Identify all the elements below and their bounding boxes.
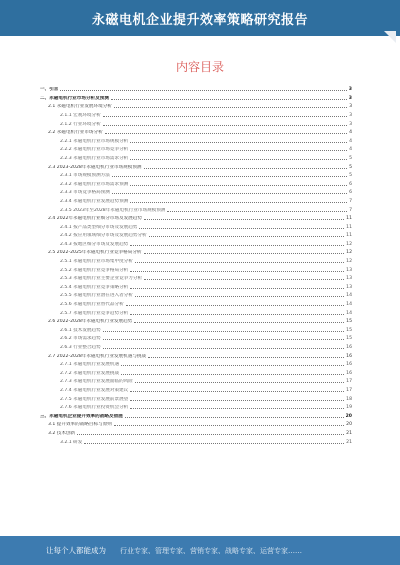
toc-page-number: 12 xyxy=(346,241,352,247)
toc-entry[interactable] xyxy=(40,118,352,127)
toc-page-number: 3 xyxy=(349,112,352,118)
toc-page-number: 18 xyxy=(346,396,352,402)
toc-leader-dots xyxy=(103,348,344,349)
toc-entry-text: 2.3.5 2023年至2028年永磁电机行业市场规模预测 xyxy=(60,207,166,213)
toc-leader-dots xyxy=(130,202,347,203)
toc-page-number: 3 xyxy=(348,87,352,93)
toc-leader-dots xyxy=(121,365,344,366)
toc-entry-text: 2.7 2022-2028年永磁电机行业发展机遇与挑战 xyxy=(48,353,147,359)
toc-leader-dots xyxy=(148,357,344,358)
toc-page-number: 5 xyxy=(349,164,352,170)
toc-leader-dots xyxy=(135,382,344,383)
toc-leader-dots xyxy=(114,425,344,426)
toc-entry-text: 2.6.2 市场需求趋势 xyxy=(60,336,101,342)
toc-entry-text: 2.6.1 技术发展趋势 xyxy=(60,327,101,333)
toc-leader-dots xyxy=(130,245,344,246)
toc-entry-text: 2.3.4 永磁电机行业发展趋势预测 xyxy=(60,198,129,204)
toc-page-number: 11 xyxy=(346,233,352,239)
toc-leader-dots xyxy=(144,168,348,169)
toc-leader-dots xyxy=(103,116,347,117)
toc-entry[interactable] xyxy=(40,264,352,273)
toc-leader-dots xyxy=(112,193,347,194)
toc-page-number: 17 xyxy=(346,379,352,385)
toc-page-number: 12 xyxy=(346,250,352,256)
toc-heading: 内容目录 xyxy=(175,60,224,74)
toc-entry[interactable] xyxy=(40,299,352,308)
toc-entry[interactable] xyxy=(40,316,352,325)
toc-page-number: 21 xyxy=(346,439,352,445)
toc-entry-text: 一、引言 xyxy=(40,87,59,93)
toc-entry[interactable] xyxy=(40,213,352,222)
toc-page-number: 20 xyxy=(345,413,352,419)
report-header xyxy=(0,0,400,36)
toc-page-number: 12 xyxy=(346,259,352,265)
toc-leader-dots xyxy=(103,331,344,332)
toc-page-number: 4 xyxy=(349,138,352,144)
toc-entry-text: 2.1.1 宏观环境分析 xyxy=(60,112,101,118)
toc-entry[interactable] xyxy=(40,428,352,437)
toc-entry-text: 3.2.1 研发 xyxy=(60,439,83,445)
toc-entry[interactable] xyxy=(40,376,352,385)
toc-entry-text: 2.6.3 行业整合趋势 xyxy=(60,345,101,350)
toc-entry[interactable] xyxy=(40,204,352,213)
toc-entry-text: 三、永磁电机企业提升效率的战略及措施 xyxy=(40,413,123,419)
toc-page-number: 17 xyxy=(346,387,352,393)
toc-entry[interactable] xyxy=(40,84,352,93)
toc-entry[interactable] xyxy=(40,136,352,145)
toc-page-number: 15 xyxy=(346,336,352,342)
toc-page-number: 3 xyxy=(349,121,352,127)
toc-entry-text: 2.7.5 永磁电机行业发展前景展望 xyxy=(60,396,129,402)
toc-leader-dots xyxy=(111,99,347,100)
footer-banner xyxy=(0,536,400,565)
toc-leader-dots xyxy=(130,408,344,409)
toc-entry[interactable] xyxy=(40,110,352,119)
toc-leader-dots xyxy=(139,228,344,229)
toc-page-number: 11 xyxy=(346,216,352,222)
toc-entry[interactable] xyxy=(40,179,352,188)
toc-entry-text: 2.7.6 永磁电机行业投资机会分析 xyxy=(60,405,129,411)
toc-page-number: 11 xyxy=(346,224,352,230)
toc-entry[interactable] xyxy=(40,325,352,334)
toc-entry-text: 2.4.3 按地区细分市场及发展趋势 xyxy=(60,241,129,247)
toc-entry[interactable] xyxy=(40,411,352,420)
toc-entry-text: 2.2.1 永磁电机行业市场规模分析 xyxy=(60,138,129,144)
page-fold-icon xyxy=(384,31,396,43)
toc-entry[interactable] xyxy=(40,436,352,445)
toc-leader-dots xyxy=(149,236,344,237)
toc-leader-dots xyxy=(130,185,347,186)
toc-leader-dots xyxy=(130,314,344,315)
toc-page-number: 14 xyxy=(346,302,352,308)
toc-leader-dots xyxy=(130,288,344,289)
toc-page-number: 20 xyxy=(346,422,352,428)
toc-entry[interactable] xyxy=(40,222,352,231)
toc-entry[interactable] xyxy=(40,239,352,248)
footer-slogan: 让每个人都能成为 xyxy=(46,546,106,555)
toc-page-number: 6 xyxy=(349,190,352,196)
toc-leader-dots xyxy=(144,279,344,280)
toc-page-number: 3 xyxy=(348,95,352,101)
toc-leader-dots xyxy=(167,211,347,212)
toc-entry-text: 2.2.2 永磁电机行业市场竞争分析 xyxy=(60,147,129,153)
toc-leader-dots xyxy=(130,271,344,272)
toc-page-number: 5 xyxy=(349,155,352,161)
toc-entry[interactable] xyxy=(40,153,352,162)
toc-entry-text: 2.5 2022-2025年永磁电机行业竞争格局分析 xyxy=(48,250,142,256)
toc-entry-text: 3.2 技术创新 xyxy=(48,430,76,436)
toc-entry[interactable] xyxy=(40,187,352,196)
toc-entry-text: 2.4.2 按应用领域细分市场及发展趋势分析 xyxy=(60,233,147,239)
toc-entry-text: 2.7.2 永磁电机行业发展挑战 xyxy=(60,370,120,376)
toc-page-number: 13 xyxy=(346,276,352,282)
toc-entry-text: 2.5.2 永磁电机行业竞争格局分析 xyxy=(60,267,129,273)
toc-leader-dots xyxy=(60,90,346,91)
toc-leader-dots xyxy=(130,391,344,392)
toc-entry[interactable] xyxy=(40,282,352,291)
toc-leader-dots xyxy=(77,434,344,435)
toc-leader-dots xyxy=(114,107,347,108)
toc-entry-text: 2.5.1 永磁电机行业市场集中度分析 xyxy=(60,259,133,265)
toc-page-number: 16 xyxy=(346,370,352,376)
toc-page-number: 16 xyxy=(346,362,352,368)
toc-entry[interactable] xyxy=(40,307,352,316)
toc-page-number: 15 xyxy=(346,327,352,333)
toc-entry-text: 2.5.3 永磁电机行业主要企业竞争力分析 xyxy=(60,276,143,282)
toc-entry[interactable] xyxy=(40,196,352,205)
toc-leader-dots xyxy=(130,159,347,160)
toc-entry-text: 二、永磁电机行业市场分析及预测 xyxy=(40,95,109,101)
toc-page-number: 13 xyxy=(346,284,352,290)
toc-page-number: 21 xyxy=(346,430,352,436)
toc-entry[interactable] xyxy=(40,93,352,102)
toc-entry-text: 2.7.4 永磁电机行业发展对策建议 xyxy=(60,387,129,393)
toc-entry-text: 2.3.1 市场规模预测方法 xyxy=(60,173,110,179)
toc-leader-dots xyxy=(144,219,344,220)
toc-entry[interactable] xyxy=(40,368,352,377)
toc-leader-dots xyxy=(130,142,347,143)
toc-entry[interactable] xyxy=(40,144,352,153)
toc-leader-dots xyxy=(134,322,344,323)
toc-entry-text: 2.5.7 永磁电机行业竞争趋势分析 xyxy=(60,310,129,316)
toc-page-number: 13 xyxy=(346,267,352,273)
toc-entry-text: 2.1 永磁电机行业发展环境分析 xyxy=(48,104,112,110)
toc-leader-dots xyxy=(126,305,344,306)
toc-leader-dots xyxy=(84,443,344,444)
toc-entry-text: 3.1 提升效率的战略目标与原则 xyxy=(48,422,112,428)
toc-leader-dots xyxy=(135,296,344,297)
toc-entry-text: 2.4 2022年永磁电机行业细分市场及发展趋势 xyxy=(48,216,142,222)
toc-leader-dots xyxy=(103,339,344,340)
toc-entry[interactable] xyxy=(40,127,352,136)
toc-entry-text: 2.2 永磁电机行业市场分析 xyxy=(48,130,103,136)
toc-page-number: 7 xyxy=(349,207,352,213)
toc-entry[interactable] xyxy=(40,256,352,265)
table-of-contents xyxy=(40,84,352,445)
toc-entry[interactable] xyxy=(40,350,352,359)
report-title: 永磁电机企业提升效率策略研究报告 xyxy=(91,12,308,28)
toc-leader-dots xyxy=(121,374,344,375)
toc-page-number: 14 xyxy=(346,310,352,316)
toc-leader-dots xyxy=(112,176,347,177)
toc-entry-text: 2.1.2 行业环境分析 xyxy=(60,121,101,127)
toc-entry[interactable] xyxy=(40,359,352,368)
toc-entry[interactable] xyxy=(40,161,352,170)
toc-page-number: 4 xyxy=(349,147,352,153)
toc-entry-text: 2.7.3 永磁电机行业发展面临的风险 xyxy=(60,379,133,385)
toc-entry[interactable] xyxy=(40,342,352,351)
toc-leader-dots xyxy=(130,150,347,151)
toc-leader-dots xyxy=(105,133,347,134)
toc-page-number: 14 xyxy=(346,293,352,299)
toc-entry[interactable] xyxy=(40,402,352,411)
toc-entry-text: 2.5.6 永磁电机行业替代品分析 xyxy=(60,302,124,308)
toc-entry[interactable] xyxy=(40,333,352,342)
toc-page-number: 4 xyxy=(349,130,352,136)
toc-entry[interactable] xyxy=(40,385,352,394)
toc-entry-text: 2.2.3 永磁电机行业市场需求分析 xyxy=(60,155,129,161)
toc-entry[interactable] xyxy=(40,101,352,110)
toc-entry-text: 2.3.2 永磁电机行业市场需求预测 xyxy=(60,181,129,187)
toc-page-number: 5 xyxy=(349,173,352,179)
toc-entry-text: 2.7.1 永磁电机行业发展机遇 xyxy=(60,362,120,368)
toc-entry[interactable] xyxy=(40,393,352,402)
toc-entry[interactable] xyxy=(40,170,352,179)
toc-leader-dots xyxy=(130,400,344,401)
toc-entry[interactable] xyxy=(40,419,352,428)
toc-leader-dots xyxy=(135,262,344,263)
toc-entry-text: 2.4.1 按产品类型细分市场及发展趋势 xyxy=(60,224,138,230)
toc-entry[interactable] xyxy=(40,273,352,282)
toc-entry-text: 2.5.5 永磁电机行业潜在进入者分析 xyxy=(60,293,133,299)
toc-entry-text: 2.3.3 市场竞争格局预测 xyxy=(60,190,110,196)
toc-leader-dots xyxy=(103,125,347,126)
toc-page-number: 15 xyxy=(346,319,352,325)
toc-entry[interactable] xyxy=(40,247,352,256)
toc-page-number: 6 xyxy=(349,181,352,187)
toc-entry-text: 2.6 2022-2028年永磁电机行业发展趋势 xyxy=(48,319,133,325)
toc-page-number: 16 xyxy=(346,353,352,359)
toc-entry[interactable] xyxy=(40,290,352,299)
toc-leader-dots xyxy=(144,253,345,254)
toc-page-number: 7 xyxy=(349,198,352,204)
toc-entry-text: 2.5.4 永磁电机行业竞争策略分析 xyxy=(60,284,129,290)
toc-entry-text: 2.3 2023-2028年永磁电机行业市场规模预测 xyxy=(48,164,142,170)
footer-tags: 行业专家、管理专家、营销专家、战略专家、运营专家…… xyxy=(120,546,302,555)
toc-page-number: 16 xyxy=(346,345,352,350)
toc-page-number: 3 xyxy=(349,104,352,110)
toc-page-number: 19 xyxy=(346,405,352,411)
toc-entry[interactable] xyxy=(40,230,352,239)
toc-leader-dots xyxy=(125,417,344,418)
